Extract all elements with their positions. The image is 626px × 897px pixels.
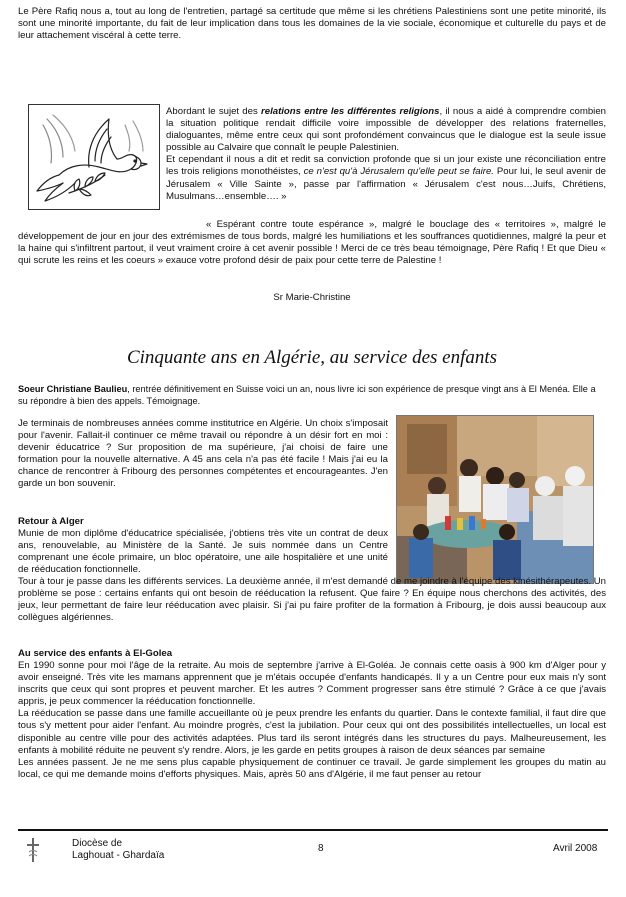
dove-of-peace-illustration (28, 104, 160, 210)
article-paragraph-4: En 1990 sonne pour moi l'âge de la retraite. Au mois de septembre j'arrive à El-Goléa. Je connais cette oasis à 900 km d'Alger pour y avoir enseigné. Très vite les mamans apprennent que je m'étais occupée d'enfants handicapés. Il y a un Centre pour eux mais n'y sont inscrits que ceux qui sont propres et peuvent marcher. Et les autres ? Comment progresser sans être stimulé ? Grâce à ce que j'avais appris, je peux commencer la rééducation fonctionnelle. (18, 660, 606, 708)
religions-text-4: Pour lui, le seul avenir de Jérusalem « Ville Sainte », passe par l'affirmation « Jérusalem c'est nous…Juifs, Chrétiens, Musulmans…ensemble…. » (166, 166, 606, 202)
photo-image (397, 416, 593, 583)
article-paragraph-1: Je terminais de nombreuses années comme institutrice en Algérie. Un choix s'imposait pour l'avenir. Fallait-il continuer ce même travail ou répondre à un désir fort en moi : devenir éducatrice ? Sur proposition de ma supérieure, j'ai choisi de faire une formation pour la nouvelle alternative. A 45 ans cela n'a pas été facile ! Mais j'ai eu la chance de rencontrer à Fribourg des personnes compétentes et encourageantes. J'en garde un bon souvenir. (18, 418, 388, 490)
section-heading-el-golea: Au service des enfants à El-Golea (18, 648, 173, 659)
lead-author: Soeur Christiane Baulieu (18, 384, 128, 394)
footer-diocese-line1: Diocèse de (72, 838, 123, 849)
signature: Sr Marie-Christine (273, 292, 351, 303)
article-paragraph-3: Tour à tour je passe dans les différents services. La deuxième année, il m'est demandé de me joindre à l'équipe des kinésithérapeutes. Un problème se pose : certains enfants qui ont besoin de rééducation la refusent. Que faire ? En équipe nous cherchons des activités, des jeux, leur permettant de faire leur rééducation avec plaisir. Si j'ai pu faire profiter de la formation à Fribourg, je dois aussi beaucoup aux collègues algériennes. (18, 576, 606, 624)
hope-paragraph (18, 219, 606, 267)
article-lead (18, 383, 606, 407)
article-paragraph-5: La rééducation se passe dans une famille accueillante où je peux prendre les enfants du quartier. Dans le contexte familial, il faut dire que tous s'y mettent pour aider l'enfant. Au moindre progrès, c'est la jubilation. Pour ceux qui ont des possibilités intellectuelles, un local est disponible au centre ville pour des activités adaptées. Plus tard ils seront intégrés dans les structures du pays. Malheureusement, les enfants à mobilité réduite ne peuvent s'y rendre. Alors, je les garde en petits groupes à raison de deux séances par semaine (18, 708, 606, 756)
footer-diocese-line2: Laghouat - Ghardaïa (72, 850, 165, 861)
hope-text: « Espérant contre toute espérance », malgré le bouclage des « territoires », malgré le développement de jour en jour des extrémismes de tous bords, malgré les humiliations et les souffrances quotidiennes, malgré la peur et la haine qui s'infiltrent partout, il veut vraiment croire à cet avenir possible ! Merci de ce très beau témoignage, Père Rafiq ! Et que Dieu « qui scrute les reins et les coeurs » exauce votre profond désir de paix pour cette terre de Palestine ! (18, 219, 606, 267)
footer-date: Avril 2008 (553, 843, 598, 854)
jerusalem-emphasis: ce n'est qu'à Jérusalem qu'elle peut se faire. (303, 166, 494, 178)
article-paragraph-6: Les années passent. Je ne me sens plus capable physiquement de continuer ce travail. Je garde simplement les groupes du matin au local, ce qui me demande moins d'efforts physiques. Mais, après 50 ans d'Algérie, il me faut penser au retour (18, 756, 606, 780)
article-paragraph-2: Munie de mon diplôme d'éducatrice spécialisée, j'obtiens très vite un contrat de deux ans, renouvelable, au Ministère de la Santé. Je suis nommée dans un Centre comprenant une école primaire, un bloc opératoire, une aile hospitalière et une unité de rééducation fonctionnelle. (18, 528, 388, 576)
footer-divider (18, 829, 608, 831)
cross-icon (26, 838, 40, 862)
religions-emphasis: relations entre les différentes religions (261, 106, 440, 117)
footer-page-number: 8 (318, 843, 324, 854)
religions-text-2: , il nous a aidé à comprendre combien la situation politique rendait difficile voire impossible de développer des relations fraternelles, dialoguantes, même entre ceux qui sont profondément convaincus que le dialogue est la seule issue possible au Calvaire que connaît le peuple Palestinien. (166, 106, 606, 154)
intro-paragraph: Le Père Rafiq nous a, tout au long de l'entretien, partagé sa certitude que même si les chrétiens Palestiniens sont une petite minorité, ils sont une minorité importante, du fait de leur implication dans tous les domaines de la vie sociale, économique et culturelle du pays et de leur attachement viscéral à cette terre. (18, 6, 606, 42)
section-heading-retour-alger: Retour à Alger (18, 516, 84, 527)
footer-diocese (72, 838, 164, 862)
religions-paragraph (166, 106, 606, 203)
religions-text-3: Et cependant il nous a dit et redit sa conviction profonde que si un jour existe une réconciliation entre les trois religions monothéistes, (166, 154, 606, 178)
article-section-el-golea (18, 660, 606, 781)
lead-text: , rentrée définitivement en Suisse voici un an, nous livre ici son expérience de presque vingt ans à El Menéa. Elle a su répondre à bien des appels. Témoignage. (18, 384, 596, 406)
religions-text-1: Abordant le sujet des (166, 106, 261, 117)
children-group-photo (396, 415, 594, 584)
dove-icon (29, 105, 159, 209)
article-title: Cinquante ans en Algérie, au service des enfants (126, 347, 498, 368)
